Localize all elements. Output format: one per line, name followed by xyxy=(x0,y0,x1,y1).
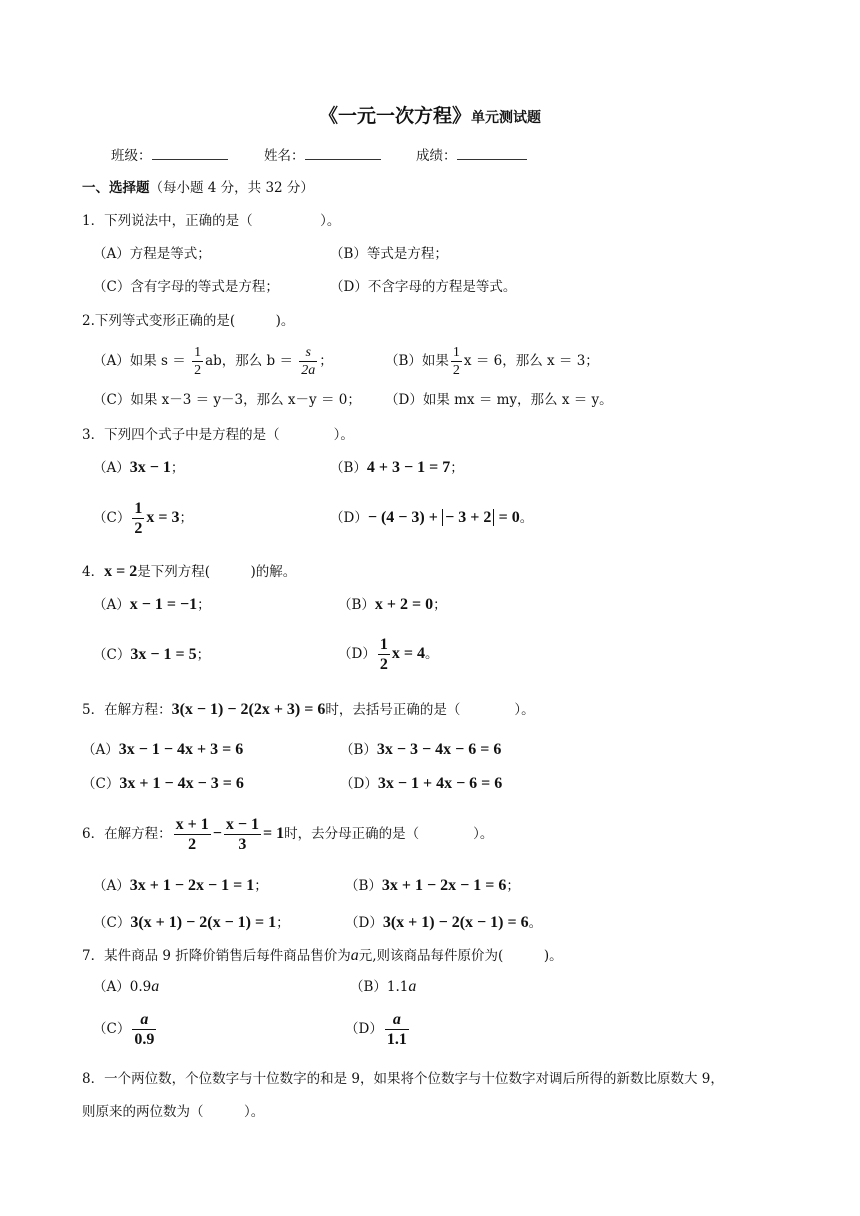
q7-option-c: （C） $\frac{a}{0.9}$ xyxy=(93,1011,155,1048)
q8-stem-line-2: 则原来的两位数为（ ）。 xyxy=(82,1104,265,1120)
class-input[interactable] xyxy=(152,145,228,160)
q6-fraction-1: $\frac{x + 1}{2}$ xyxy=(175,816,209,853)
title-sub: 单元测试题 xyxy=(471,110,541,126)
q3-option-b: （B）4 + 3 − 1 = 7； xyxy=(330,459,464,476)
q1-option-b: （B）等式是方程； xyxy=(330,246,448,262)
section-note: （每小题 4 分，共 32 分） xyxy=(149,180,314,196)
q2-option-a: （A）如果 s ＝ $\frac{1}{2}$ ab，那么 b ＝ $\frac{s}{2a}$ ； xyxy=(93,345,333,378)
q2-option-c: （C）如果 x－3 ＝ y－3，那么 x－y ＝ 0； xyxy=(93,392,361,408)
q2-a-fraction-2: $\frac{s}{2a}$ xyxy=(301,345,316,378)
q5-option-c: （C）3x + 1 − 4x − 3 = 6 xyxy=(82,775,244,792)
q7-option-d: （D） $\frac{a}{1.1}$ xyxy=(345,1011,407,1048)
q3-option-a: （A）3x − 1； xyxy=(93,459,185,476)
q4-option-d: （D） $\frac{1}{2}$ x = 4。 xyxy=(338,636,439,673)
q3-stem: 3．下列四个式子中是方程的是（ ）。 xyxy=(82,427,354,443)
q5-stem: 5．在解方程：3(x − 1) − 2(2x + 3) = 6时，去括号正确的是（ ）。 xyxy=(82,701,535,718)
q8-stem-line-1: 8．一个两位数，个位数字与十位数字的和是 9，如果将个位数字与十位数字对调后所得的新数比原数大 9， xyxy=(82,1071,724,1087)
q6-option-b: （B）3x + 1 − 2x − 1 = 6； xyxy=(345,877,520,894)
q1-option-c: （C）含有字母的等式是方程； xyxy=(93,279,279,295)
q3-option-c: （C） $\frac{1}{2}$ x = 3； xyxy=(93,500,193,537)
q7-option-b: （B）1.1a xyxy=(350,978,417,995)
q4-option-c: （C）3x − 1 = 5； xyxy=(93,646,211,663)
score-field xyxy=(416,145,527,166)
q1-option-d: （D）不含字母的方程是等式。 xyxy=(330,279,517,295)
name-field xyxy=(264,145,381,166)
score-input[interactable] xyxy=(457,145,527,160)
q5-option-a: （A）3x − 1 − 4x + 3 = 6 xyxy=(82,741,244,758)
section-title: 一、选择题 xyxy=(82,180,150,196)
q6-option-d: （D）3(x + 1) − 2(x − 1) = 6。 xyxy=(345,914,543,931)
q7-c-fraction: $\frac{a}{0.9}$ xyxy=(134,1011,155,1048)
q4-option-b: （B）x + 2 = 0； xyxy=(338,596,447,613)
document-title xyxy=(0,101,860,128)
q6-option-a: （A）3x + 1 − 2x − 1 = 1； xyxy=(93,877,268,894)
title-main: 《一元一次方程》 xyxy=(318,105,471,127)
q3-c-fraction: $\frac{1}{2}$ xyxy=(134,500,143,537)
q2-b-fraction: $\frac{1}{2}$ xyxy=(452,345,460,378)
q6-fraction-2: $\frac{x - 1}{3}$ xyxy=(225,816,259,853)
section-heading xyxy=(82,178,314,198)
q4-d-fraction: $\frac{1}{2}$ xyxy=(379,636,388,673)
q7-stem: 7．某件商品 9 折降价销售后每件商品售价为a元,则该商品每件原价为( )。 xyxy=(82,947,563,964)
q5-option-d: （D）3x − 1 + 4x − 6 = 6 xyxy=(340,775,503,792)
q2-a-fraction-1: $\frac{1}{2}$ xyxy=(194,345,202,378)
q7-d-fraction: $\frac{a}{1.1}$ xyxy=(386,1011,407,1048)
q5-option-b: （B）3x − 3 − 4x − 6 = 6 xyxy=(340,741,502,758)
q4-option-a: （A）x − 1 = −1； xyxy=(93,596,211,613)
q1-option-a: （A）方程是等式； xyxy=(93,246,211,262)
class-label: 班级： xyxy=(111,148,152,164)
q2-option-d: （D）如果 mx ＝ my，那么 x ＝ y。 xyxy=(385,392,613,408)
score-label: 成绩： xyxy=(416,148,457,164)
name-label: 姓名： xyxy=(264,148,305,164)
q7-option-a: （A）0.9a xyxy=(93,978,160,995)
class-field xyxy=(111,145,228,166)
q2-stem: 2.下列等式变形正确的是( )。 xyxy=(82,313,295,329)
name-input[interactable] xyxy=(305,145,381,160)
q3-d-absolute-value: − 3 + 2 xyxy=(442,509,494,526)
q6-stem: 6．在解方程： $\frac{x + 1}{2}$ − $\frac{x - 1}{3}$ = 1时，去分母正确的是（ ）。 xyxy=(82,816,494,853)
q2-option-b: （B）如果 $\frac{1}{2}$ x ＝ 6，那么 x ＝ 3； xyxy=(385,345,599,378)
q1-stem: 1．下列说法中，正确的是（ ）。 xyxy=(82,213,341,229)
q4-stem: 4．x = 2是下列方程( )的解。 xyxy=(82,563,297,580)
q3-option-d: （D）− (4 − 3) + − 3 + 2 = 0。 xyxy=(330,509,534,526)
q6-option-c: （C）3(x + 1) − 2(x − 1) = 1； xyxy=(93,914,290,931)
